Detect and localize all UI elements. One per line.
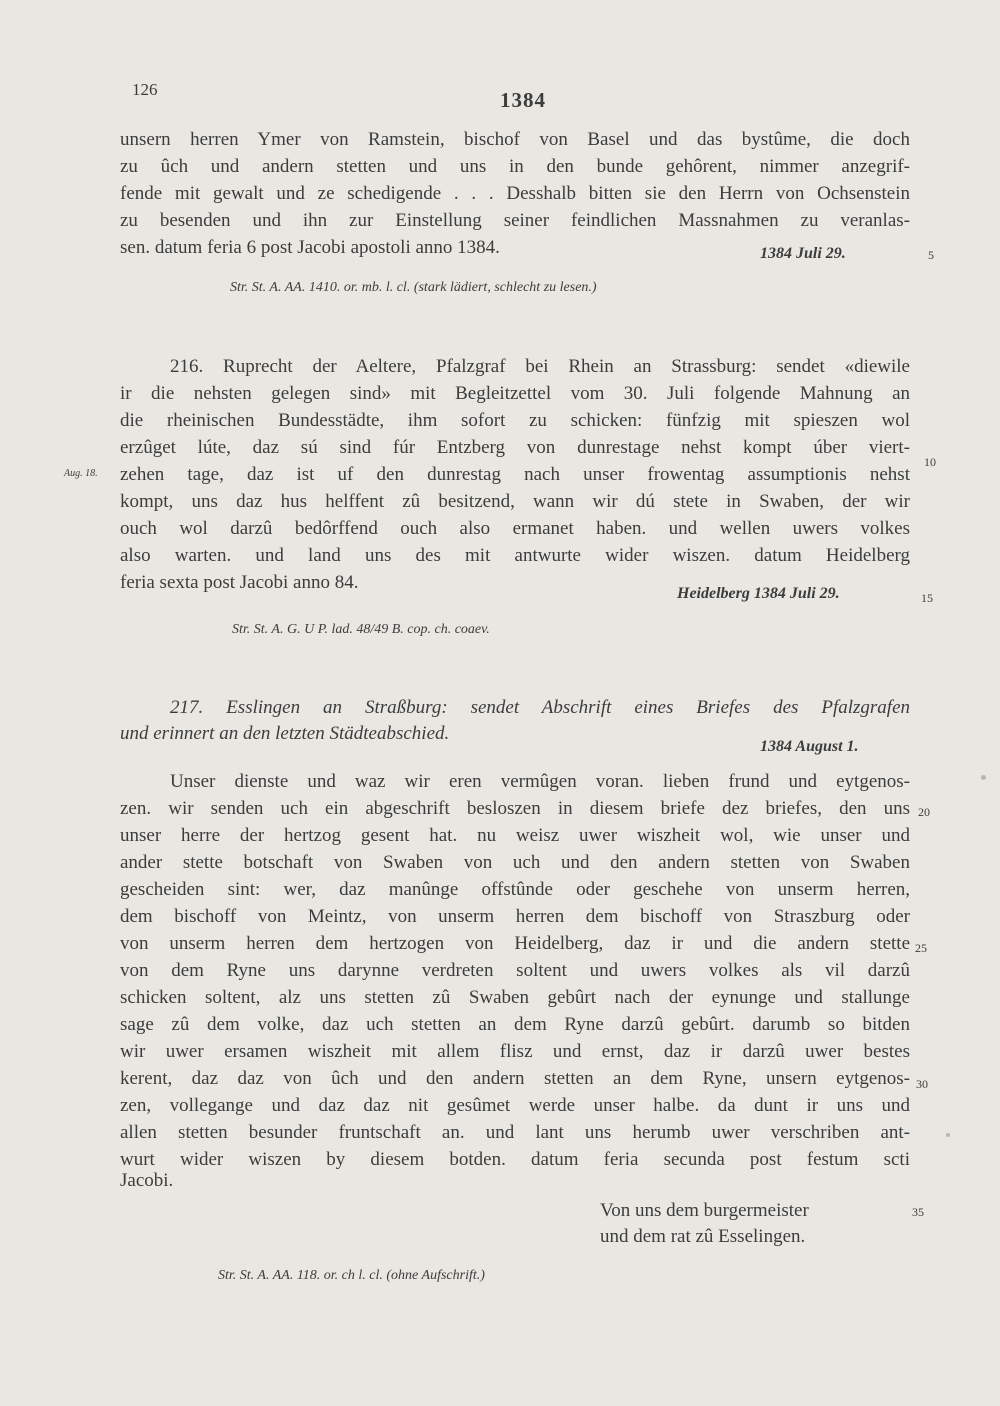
paper-speck — [981, 775, 986, 780]
text-line: allen stetten besunder fruntschaft an. und lant uns herumb uwer verschriben ant- — [120, 1122, 910, 1143]
line-number: 5 — [928, 248, 934, 262]
text-line: Unser dienste und waz wir eren vermûgen voran. lieben frund und eytgenos- — [170, 771, 910, 792]
entry-date: 1384 Juli 29. — [760, 245, 846, 262]
line-number: 10 — [924, 455, 936, 469]
entry-216-heading-line: 216. Ruprecht der Aeltere, Pfalzgraf bei Rhein an Strassburg: sendet «diewile — [170, 356, 910, 377]
line-number: 15 — [921, 591, 933, 605]
entry-217-heading-line: und erinnert an den letzten Städteabschied. — [120, 723, 450, 744]
margin-note: Aug. 18. — [64, 468, 98, 479]
text-line: feria sexta post Jacobi anno 84. — [120, 572, 359, 593]
source-citation: Str. St. A. G. U P. lad. 48/49 B. cop. ch. coaev. — [232, 622, 490, 637]
text-line: gescheiden sint: wer, daz manûnge offstûnde oder geschehe von unserm herren, — [120, 879, 910, 900]
text-line: zu ûch und andern stetten und uns in den bunde gehôrent, nimmer anzegrif- — [120, 156, 910, 177]
source-citation: Str. St. A. AA. 1410. or. mb. l. cl. (stark lädiert, schlecht zu lesen.) — [230, 280, 597, 295]
text-line: zen, vollegange und daz daz nit gesûmet werde unser halbe. da dunt ir uns und — [120, 1095, 910, 1116]
closing-line: Von uns dem burgermeister — [600, 1200, 809, 1221]
line-number: 20 — [918, 805, 930, 819]
source-citation: Str. St. A. AA. 118. or. ch l. cl. (ohne Aufschrift.) — [218, 1268, 485, 1283]
text-line: also warten. und land uns des mit antwurte wider wiszen. datum Heidelberg — [120, 545, 910, 566]
text-line: sage zû dem volke, daz uch stetten an dem Ryne darzû gebûrt. darumb so bitden — [120, 1014, 910, 1035]
text-line: wir uwer ersamen wiszheit mit allem flisz und ernst, daz ir darzû uwer bestes — [120, 1041, 910, 1062]
running-head-year: 1384 — [500, 88, 546, 112]
closing-line: und dem rat zû Esselingen. — [600, 1226, 806, 1247]
text-line: kompt, uns daz hus helffent zû besitzend, wann wir dú stete in Swaben, der wir — [120, 491, 910, 512]
text-line: zehen tage, daz ist uf den dunrestag nach unser frowentag assumptionis nehst — [120, 464, 910, 485]
line-number: 30 — [916, 1077, 928, 1091]
text-line: wurt wider wiszen by diesem botden. datum feria secunda post festum scti — [120, 1149, 910, 1170]
text-line: sen. datum feria 6 post Jacobi apostoli anno 1384. — [120, 237, 500, 258]
text-line: schicken soltent, alz uns stetten zû Swaben gebûrt nach der eynunge und stallunge — [120, 987, 910, 1008]
text-line: ouch wol darzû bedôrffend ouch also ermanet haben. und wellen uwers volkes — [120, 518, 910, 539]
text-line: zen. wir senden uch ein abgeschrift besloszen in diesem briefe dez briefes, den uns — [120, 798, 910, 819]
text-line: die rheinischen Bundesstädte, ihm sofort zu schicken: fünfzig mit spieszen wol — [120, 410, 910, 431]
entry-217-heading-line: 217. Esslingen an Straßburg: sendet Abschrift eines Briefes des Pfalzgrafen — [170, 697, 910, 718]
text-line: unser herre der hertzog gesent hat. nu weisz uwer wiszheit wol, wie unser und — [120, 825, 910, 846]
text-line: ander stette botschaft von Swaben von uch und den andern stetten von Swaben — [120, 852, 910, 873]
text-line: ir die nehsten gelegen sind» mit Begleitzettel vom 30. Juli folgende Mahnung an — [120, 383, 910, 404]
text-line: zu besenden und ihn zur Einstellung seiner feindlichen Massnahmen zu veranlas- — [120, 210, 910, 231]
text-line: dem bischoff von Meintz, von unserm herren dem bischoff von Straszburg oder — [120, 906, 910, 927]
line-number: 35 — [912, 1205, 924, 1219]
text-line: Jacobi. — [120, 1170, 174, 1191]
text-line: kerent, daz daz von ûch und den andern stetten an dem Ryne, unsern eytgenos- — [120, 1068, 910, 1089]
line-number: 25 — [915, 941, 927, 955]
text-line: fende mit gewalt und ze schedigende . . . Desshalb bitten sie den Herrn von Ochsenstein — [120, 183, 910, 204]
page-number: 126 — [132, 80, 158, 99]
text-line: von unserm herren dem hertzogen von Heidelberg, daz ir und die andern stette — [120, 933, 910, 954]
text-line: unsern herren Ymer von Ramstein, bischof von Basel und das bystûme, die doch — [120, 129, 910, 150]
text-line: erzûget lúte, daz sú sind fúr Entzberg von dunrestage nehst kompt úber viert- — [120, 437, 910, 458]
entry-date: Heidelberg 1384 Juli 29. — [677, 585, 840, 602]
entry-date: 1384 August 1. — [760, 738, 859, 755]
text-line: von dem Ryne uns darynne verdreten soltent und uwers volkes als vil darzû — [120, 960, 910, 981]
paper-speck — [946, 1133, 950, 1137]
